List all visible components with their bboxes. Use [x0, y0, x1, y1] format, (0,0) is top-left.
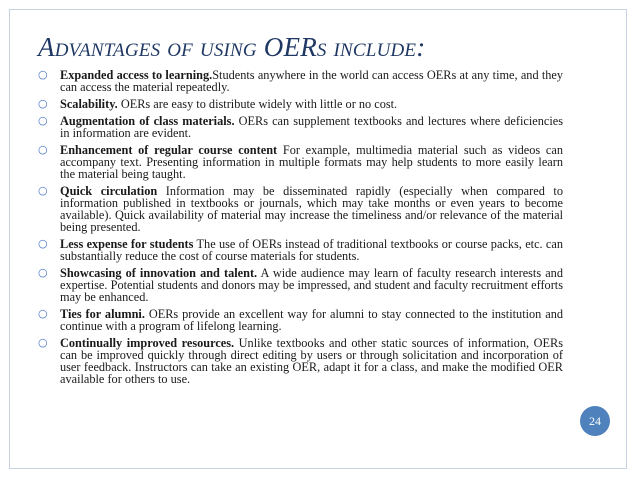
- bullet-title: Enhancement of regular course content: [60, 143, 278, 157]
- bullet-title: Augmentation of class materials.: [60, 114, 235, 128]
- page-number-badge: 24: [580, 406, 610, 436]
- ring-bullet-icon: ○: [38, 237, 48, 250]
- bullet-text: OERs are easy to distribute widely with little or no cost.: [117, 97, 398, 111]
- bullet-text: Unlike textbooks and other static sources of information, OERs can be improved quickly through direct editing by users or through solicitation and incorporation of user feedback. Instructors can take an existing OER, adapt it for a class, and make the modified OER available for others to use.: [60, 336, 563, 386]
- bullet-list: [38, 69, 563, 390]
- ring-bullet-icon: ○: [38, 114, 48, 127]
- bullet-title: Ties for alumni.: [60, 307, 145, 321]
- ring-bullet-icon: ○: [38, 266, 48, 279]
- bullet-item: [38, 115, 563, 139]
- ring-bullet-icon: ○: [38, 143, 48, 156]
- ring-bullet-icon: ○: [38, 68, 48, 81]
- bullet-title: Showcasing of innovation and talent.: [60, 266, 258, 280]
- bullet-item: [38, 69, 563, 93]
- bullet-text: OERs can supplement textbooks and lectures where deficiencies in information are evident.: [60, 114, 563, 140]
- bullet-item: [38, 238, 563, 262]
- bullet-text: The use of OERs instead of traditional textbooks or course packs, etc. can substantially reduce the cost of course materials for students.: [60, 237, 564, 263]
- bullet-item: [38, 144, 563, 180]
- bullet-text: OERs provide an excellent way for alumni to stay connected to the institution and continue with a program of lifelong learning.: [60, 307, 563, 333]
- bullet-text: For example, multimedia material such as videos can accompany text. Presenting information in multiple formats may help students to more easily learn the material being taught.: [60, 143, 563, 181]
- bullet-item: [38, 98, 563, 110]
- bullet-item: [38, 185, 563, 233]
- bullet-title: Expanded access to learning.: [60, 68, 213, 82]
- slide-title: Advantages of using OERs include:: [38, 32, 426, 62]
- bullet-title: Less expense for students: [60, 237, 194, 251]
- ring-bullet-icon: ○: [38, 336, 48, 349]
- bullet-text: Students anywhere in the world can access OERs at any time, and they can access the material repeatedly.: [60, 68, 564, 94]
- ring-bullet-icon: ○: [38, 184, 48, 197]
- bullet-text: A wide audience may learn of faculty research interests and expertise. Potential students and donors may be impressed, and student and faculty recruitment efforts may be enhanced.: [60, 266, 563, 304]
- bullet-item: [38, 267, 563, 303]
- ring-bullet-icon: ○: [38, 97, 48, 110]
- bullet-item: [38, 337, 563, 385]
- bullet-title: Continually improved resources.: [60, 336, 235, 350]
- bullet-title: Quick circulation: [60, 184, 158, 198]
- bullet-text: Information may be disseminated rapidly (especially when compared to information published in textbooks or journals, which may take months or even years to become available). Quick availability of material may increase the timeliness and/or relevance of the material being presented.: [60, 184, 563, 234]
- bullet-item: [38, 308, 563, 332]
- bullet-title: Scalability.: [60, 97, 118, 111]
- ring-bullet-icon: ○: [38, 307, 48, 320]
